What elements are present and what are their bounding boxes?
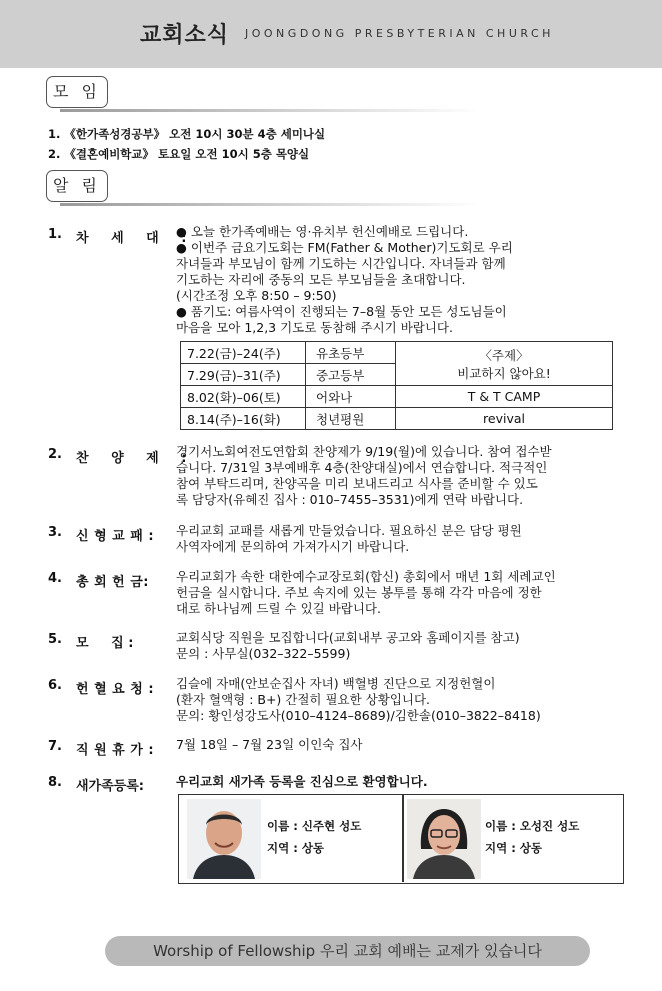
member-name: 이름 : 오성진 성도 [485,819,580,833]
notice-line: 문의 : 사무실(032–322–5599) [176,646,351,661]
member-info [485,815,579,859]
member-region: 지역 : 상동 [485,841,543,855]
notice-line: 김슬에 자매(안보순집사 자녀) 백혈병 진단으로 지정헌혈이 [176,676,496,691]
schedule-group: 유초등부 [306,342,396,364]
notice-line: (시간조정 오후 8:50 – 9:50) [176,288,337,303]
meeting-item: 1. 《한가족성경공부》 오전 10시 30분 4층 세미나실 [48,127,326,141]
theme-text: 비교하지 않아요! [457,365,551,381]
notice-body [176,523,626,555]
notice-line: 참여 부탁드리며, 찬양곡을 미리 보내드리고 식사를 준비할 수 있도 [176,476,538,491]
notice-line: ● 오늘 한가족예배는 영·유치부 헌신예배로 드립니다. [176,224,469,239]
notice-line: 우리교회가 속한 대한예수교장로회(합신) 총회에서 매년 1회 세례교인 [176,569,556,584]
notice-label: 모 집 : [76,636,134,651]
header-bar [0,0,662,68]
notice-number: 6. [48,678,62,693]
notice-label: 새가족등록: [76,779,144,794]
member-info [267,815,361,859]
notice-label: 헌 혈 요 청 : [76,682,155,697]
schedule-event: revival [396,408,613,430]
notice-line: ● 품기도: 여름사역이 진행되는 7–8월 동안 모든 성도님들이 [176,304,507,319]
notice-body [176,737,626,753]
table-row [181,342,613,364]
schedule-table [180,341,613,430]
notice-label: 찬 양 제 : [76,451,196,466]
notice-body [176,569,626,617]
schedule-date: 7.22(금)–24(주) [181,342,306,364]
schedule-theme [396,342,613,386]
notice-line: 자녀들과 부모님이 함께 기도하는 시간입니다. 자녀들과 함께 [176,256,506,271]
person-photo-icon [187,799,261,879]
notice-number: 5. [48,632,62,647]
notice-number: 4. [48,571,62,586]
notice-number: 1. [48,227,62,242]
schedule-group: 어와나 [306,386,396,408]
notice-label: 총 회 헌 금: [76,575,150,590]
schedule-group: 청년평원 [306,408,396,430]
notice-line: 대로 하나님께 드릴 수 있길 바랍니다. [176,601,381,616]
section-divider [60,203,480,206]
notice-line: (환자 혈액형 : B+) 간절히 필요한 상황입니다. [176,692,431,707]
notice-number: 3. [48,525,62,540]
notice-body [176,444,626,508]
notice-line: ● 이번주 금요기도회는 FM(Father & Mother)기도회로 우리 [176,240,513,255]
member-photo [187,799,261,879]
notice-body [176,774,626,790]
person-photo-icon [407,799,481,879]
schedule-event: T & T CAMP [396,386,613,408]
table-row [181,408,613,430]
schedule-date: 7.29(금)–31(주) [181,364,306,386]
notice-line: 교회식당 직원을 모집합니다(교회내부 공고와 홈페이지를 참고) [176,630,520,645]
meeting-item: 2. 《결혼예비학교》 토요일 오전 10시 5층 목양실 [48,147,310,161]
theme-title: 〈주제〉 [479,347,529,363]
schedule-date: 8.02(화)–06(토) [181,386,306,408]
section-label-notices: 알 림 [46,170,108,202]
notice-line: 기도하는 자리에 중동의 모든 부모님들을 초대합니다. [176,272,466,287]
notice-number: 7. [48,739,62,754]
notice-body [176,676,626,724]
church-name: JOONGDONG PRESBYTERIAN CHURCH [245,27,554,40]
notice-label: 직 원 휴 가 : [76,743,155,758]
notice-line: 경기서노회여전도연합회 찬양제가 9/19(월)에 있습니다. 참여 접수받 [176,444,552,459]
notice-line: 록 담당자(유혜진 집사 : 010–7455–3531)에게 연락 바랍니다. [176,492,524,507]
notice-label: 신 형 교 패 : [76,529,155,544]
notice-line: 사역자에게 문의하여 가져가시기 바랍니다. [176,539,410,554]
notice-body [176,630,626,662]
footer-banner: Worship of Fellowship 우리 교회 예배는 교제가 있습니다 [105,936,590,966]
notice-number: 8. [48,775,62,790]
member-region: 지역 : 상동 [267,841,325,855]
notice-line: 우리교회 교패를 새롭게 만들었습니다. 필요하신 분은 담당 평원 [176,523,522,538]
schedule-group: 중고등부 [306,364,396,386]
box-divider [402,795,404,882]
new-family-box [178,794,624,884]
page-title: 교회소식 [140,23,230,48]
table-row [181,386,613,408]
member-photo [407,799,481,879]
notice-line: 7월 18일 – 7월 23일 이인숙 집사 [176,737,363,752]
notice-line: 우리교회 새가족 등록을 진심으로 환영합니다. [176,774,428,789]
schedule-date: 8.14(주)–16(화) [181,408,306,430]
notice-line: 마음을 모아 1,2,3 기도로 동참해 주시기 바랍니다. [176,320,453,335]
notice-body [176,224,626,336]
notice-line: 습니다. 7/31일 3부예배후 4층(찬양대실)에서 연습합니다. 적극적인 [176,460,548,475]
member-name: 이름 : 신주현 성도 [267,819,362,833]
section-divider [60,109,480,112]
notice-label: 차 세 대 : [76,231,196,246]
section-label-meetings: 모 임 [46,76,108,108]
notice-number: 2. [48,447,62,462]
notice-line: 문의: 황인성강도사(010–4124–8689)/김한솔(010–3822–8418) [176,708,541,723]
notice-line: 헌금을 실시합니다. 주보 속지에 있는 봉투를 통해 각각 마음에 정한 [176,585,542,600]
